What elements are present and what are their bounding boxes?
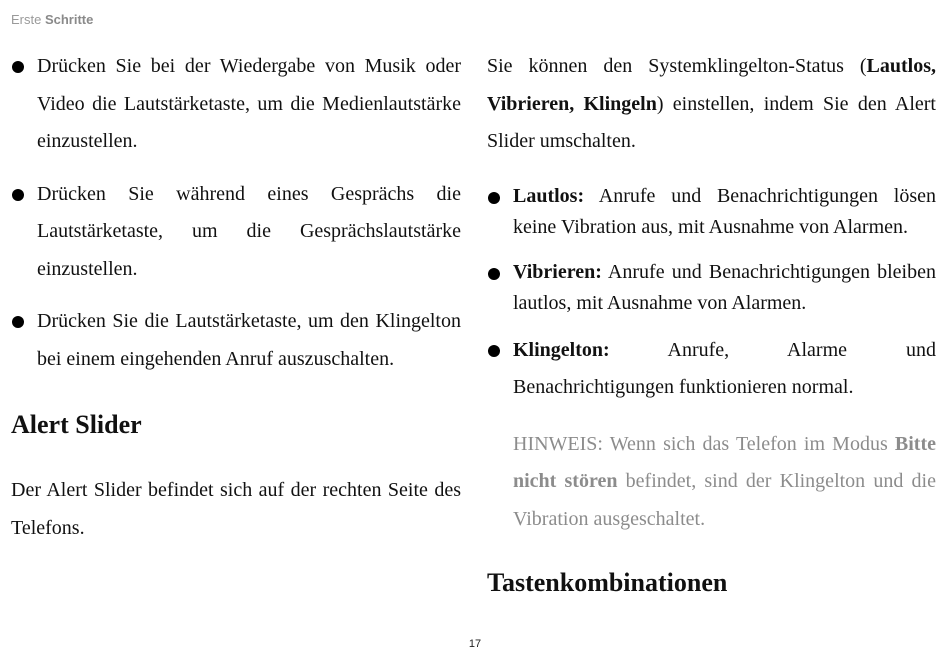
bullet-text: Drücken Sie bei der Wiedergabe von Musik oder Video die Lautstärketaste, um die Medienlautstärke einzustellen. bbox=[37, 55, 461, 152]
bullet-dot-icon bbox=[488, 345, 500, 357]
body-paragraph: Der Alert Slider befindet sich auf der rechten Seite des Telefons. bbox=[11, 479, 461, 539]
section-heading: Alert Slider bbox=[11, 410, 142, 439]
mode-description: Anrufe und Benachrichtigungen lösen keine Vibration aus, mit Ausnahme von Alarmen. bbox=[513, 184, 936, 238]
bullet-item bbox=[11, 303, 461, 378]
intro-text-end: ) einstellen, indem Sie den Alert Slider umschalten. bbox=[487, 92, 936, 152]
note-paragraph bbox=[513, 426, 936, 539]
note-bold-text: Bitte nicht stören bbox=[513, 432, 936, 492]
mode-item-ring bbox=[487, 332, 936, 407]
note-text-end: befindet, sind der Klingelton und die Vibration ausgeschaltet. bbox=[513, 470, 936, 530]
bullet-text: Drücken Sie während eines Gesprächs die Lautstärketaste, um die Gesprächslautstärke einzustellen. bbox=[37, 182, 461, 280]
bullet-item bbox=[11, 176, 461, 289]
mode-term: Vibrieren: bbox=[513, 260, 602, 283]
left-column bbox=[11, 48, 461, 547]
running-header bbox=[11, 12, 93, 27]
mode-description: Anrufe und Benachrichtigungen bleiben lautlos, mit Ausnahme von Alarmen. bbox=[513, 260, 936, 314]
note-text: HINWEIS: Wenn sich das Telefon im Modus bbox=[513, 432, 895, 455]
intro-paragraph bbox=[487, 48, 936, 161]
mode-term: Lautlos: bbox=[513, 184, 585, 207]
header-section: Schritte bbox=[44, 12, 94, 27]
bullet-item bbox=[11, 48, 461, 161]
bullet-dot-icon bbox=[12, 189, 24, 201]
mode-description: Anrufe, Alarme und Benachrichtigungen funktionieren normal. bbox=[513, 338, 936, 398]
header-prefix: Erste bbox=[11, 12, 42, 27]
right-column bbox=[487, 48, 936, 598]
section-heading: Tastenkombinationen bbox=[487, 568, 728, 597]
mode-item-silent bbox=[487, 181, 936, 243]
bullet-dot-icon bbox=[12, 61, 24, 73]
intro-bold-text: Lautlos, Vibrieren, Klingeln bbox=[487, 55, 936, 115]
bullet-text: Drücken Sie die Lautstärketaste, um den Klingelton bei einem eingehenden Anruf auszuschalten. bbox=[37, 310, 461, 370]
bullet-dot-icon bbox=[12, 316, 24, 328]
bullet-dot-icon bbox=[488, 268, 500, 280]
mode-item-vibrate bbox=[487, 257, 936, 319]
page-number: 17 bbox=[468, 638, 482, 650]
mode-term: Klingelton: bbox=[513, 338, 610, 361]
bullet-dot-icon bbox=[488, 192, 500, 204]
intro-text: Sie können den Systemklingelton-Status ( bbox=[487, 55, 867, 77]
